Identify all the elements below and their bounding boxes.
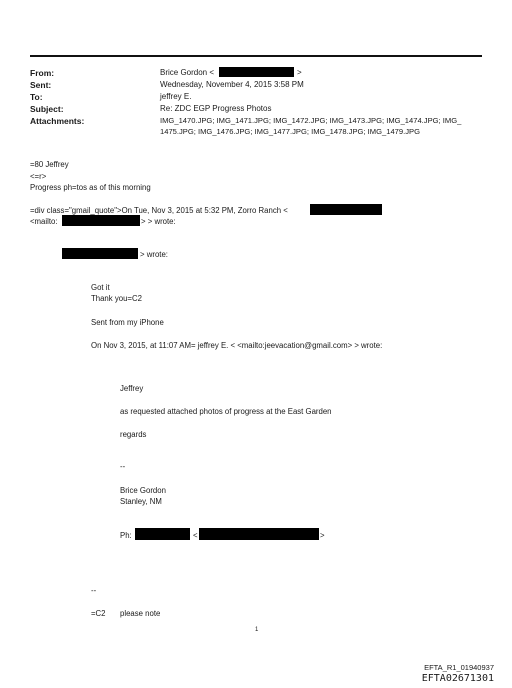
phone-gt: > [320, 531, 325, 540]
bates-number-1: EFTA_R1_01940937 [424, 663, 494, 672]
mailto-start: <mailto: [30, 217, 58, 226]
mailto-end: > > wrote: [141, 217, 176, 226]
from-name: Brice Gordon < [160, 68, 215, 77]
sig-dashes: -- [120, 462, 126, 471]
from-value [160, 68, 214, 77]
redaction-box [135, 528, 190, 540]
r-line: <=r> [30, 172, 47, 181]
redaction-box [219, 67, 294, 77]
header-rule [30, 55, 482, 57]
regards-line: regards [120, 430, 147, 439]
attachments-line2: 1475.JPG; IMG_1476.JPG; IMG_1477.JPG; IMG_1478.JPG; IMG_1479.JPG [160, 127, 420, 136]
sent-label: Sent: [30, 80, 52, 90]
attachments-line1: IMG_1470.JPG; IMG_1471.JPG; IMG_1472.JPG; IMG_1473.JPG; IMG_1474.JPG; IMG_ [160, 116, 462, 125]
bates-number-2: EFTA02671301 [421, 673, 494, 684]
page-number: 1 [255, 627, 259, 633]
subject-value: Re: ZDC EGP Progress Photos [160, 104, 272, 113]
from-label: From: [30, 68, 55, 78]
from-close: > [297, 68, 302, 77]
to-label: To: [30, 92, 43, 102]
redaction-box [62, 248, 138, 259]
phone-label: Ph: [120, 531, 132, 540]
got-it-line: Got it [91, 283, 110, 292]
sent-value: Wednesday, November 4, 2015 3:58 PM [160, 80, 304, 89]
wrote-line: > wrote: [140, 250, 168, 259]
phone-lt: < [193, 531, 198, 540]
as-requested-line: as requested attached photos of progress at the East Garden [120, 407, 332, 416]
to-value: jeffrey E. [160, 92, 192, 101]
sig-name: Brice Gordon [120, 486, 166, 495]
progress-line: Progress ph=tos as of this morning [30, 183, 151, 192]
thank-you-line: Thank you=C2 [91, 294, 142, 303]
greeting-line: =80 Jeffrey [30, 160, 69, 169]
attachments-label: Attachments: [30, 116, 85, 126]
sent-from-line: Sent from my iPhone [91, 318, 164, 327]
redaction-box [62, 215, 140, 226]
on-nov3-line: On Nov 3, 2015, at 11:07 AM= jeffrey E. < <mailto:jeevacation@gmail.com> > wrote: [91, 341, 383, 350]
c2-line: =C2 [91, 609, 106, 618]
sig-location: Stanley, NM [120, 497, 162, 506]
footer-dashes: -- [91, 586, 97, 595]
redaction-box [199, 528, 319, 540]
subject-label: Subject: [30, 104, 64, 114]
redaction-box [310, 204, 382, 215]
jeffrey-line: Jeffrey [120, 384, 144, 393]
please-note-line: please note [120, 609, 161, 618]
quote-line-1: =div class="gmail_quote">On Tue, Nov 3, 2015 at 5:32 PM, Zorro Ranch < [30, 206, 288, 215]
